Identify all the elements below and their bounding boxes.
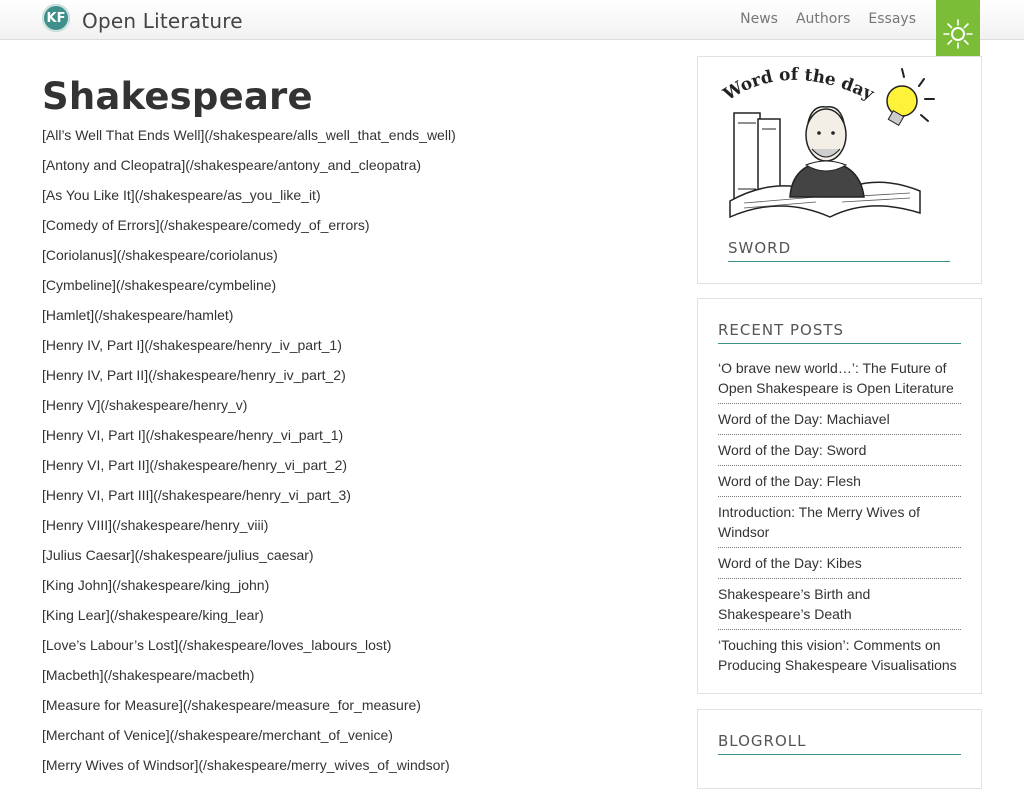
- nav-news[interactable]: News: [740, 11, 778, 27]
- top-bar: [0, 0, 1024, 40]
- main-nav: [740, 11, 916, 27]
- list-item[interactable]: [Henry IV, Part II](/shakespeare/henry_iv_part_2): [42, 367, 346, 383]
- list-item[interactable]: Introduction: The Merry Wives of Windsor: [718, 502, 961, 548]
- word-of-the-day-link[interactable]: SWORD: [728, 239, 950, 262]
- list-item[interactable]: [All’s Well That Ends Well](/shakespeare/alls_well_that_ends_well): [42, 127, 456, 143]
- list-item[interactable]: [Comedy of Errors](/shakespeare/comedy_of_errors): [42, 217, 370, 233]
- list-item[interactable]: [Henry V](/shakespeare/henry_v): [42, 397, 248, 413]
- nav-authors[interactable]: Authors: [795, 11, 851, 27]
- svg-text:Word of the day: [720, 65, 878, 106]
- list-item[interactable]: [Henry VI, Part II](/shakespeare/henry_vi_part_2): [42, 457, 348, 473]
- list-item[interactable]: ‘O brave new world…’: The Future of Open Shakespeare is Open Literature: [718, 358, 961, 404]
- list-item[interactable]: ‘Touching this vision’: Comments on Producing Shakespeare Visualisations: [718, 637, 957, 673]
- word-of-the-day-art-text: Word of the day: [720, 64, 877, 105]
- book-list: [42, 126, 662, 786]
- list-item[interactable]: [King John](/shakespeare/king_john): [42, 577, 270, 593]
- recent-posts-title: RECENT POSTS: [718, 321, 961, 344]
- list-item[interactable]: [Antony and Cleopatra](/shakespeare/antony_and_cleopatra): [42, 157, 422, 173]
- recent-posts-widget: [697, 298, 982, 694]
- list-item[interactable]: [Henry VIII](/shakespeare/henry_viii): [42, 517, 269, 533]
- list-item[interactable]: [King Lear](/shakespeare/king_lear): [42, 607, 264, 623]
- list-item[interactable]: [Cymbeline](/shakespeare/cymbeline): [42, 277, 277, 293]
- main-content: [42, 76, 662, 786]
- list-item[interactable]: Word of the Day: Flesh: [718, 471, 961, 497]
- word-of-the-day-widget: [697, 56, 982, 284]
- shakespeare-illustration[interactable]: [720, 61, 944, 221]
- site-name[interactable]: Open Literature: [82, 9, 243, 33]
- list-item[interactable]: [Macbeth](/shakespeare/macbeth): [42, 667, 255, 683]
- list-item[interactable]: [Measure for Measure](/shakespeare/measure_for_measure): [42, 697, 421, 713]
- list-item[interactable]: [Henry IV, Part I](/shakespeare/henry_iv_part_1): [42, 337, 342, 353]
- site-logo[interactable]: KF: [42, 4, 70, 32]
- list-item[interactable]: Word of the Day: Sword: [718, 440, 961, 466]
- blogroll-title: BLOGROLL: [718, 732, 961, 755]
- list-item[interactable]: [Hamlet](/shakespeare/hamlet): [42, 307, 234, 323]
- list-item[interactable]: Word of the Day: Machiavel: [718, 409, 961, 435]
- blogroll-widget: [697, 709, 982, 789]
- list-item[interactable]: [Merchant of Venice](/shakespeare/merchant_of_venice): [42, 727, 393, 743]
- sun-icon: [942, 18, 974, 50]
- list-item[interactable]: [Henry VI, Part III](/shakespeare/henry_vi_part_3): [42, 487, 351, 503]
- page-title: Shakespeare: [42, 75, 313, 118]
- list-item[interactable]: [Love’s Labour’s Lost](/shakespeare/loves_labours_lost): [42, 637, 392, 653]
- nav-essays[interactable]: Essays: [868, 11, 916, 27]
- list-item[interactable]: Word of the Day: Kibes: [718, 553, 961, 579]
- list-item[interactable]: [Henry VI, Part I](/shakespeare/henry_vi_part_1): [42, 427, 344, 443]
- list-item[interactable]: Shakespeare’s Birth and Shakespeare’s Death: [718, 584, 961, 630]
- recent-posts-list: [718, 358, 961, 680]
- list-item[interactable]: [As You Like It](/shakespeare/as_you_like_it): [42, 187, 321, 203]
- list-item[interactable]: [Merry Wives of Windsor](/shakespeare/merry_wives_of_windsor): [42, 757, 450, 773]
- list-item[interactable]: [Coriolanus](/shakespeare/coriolanus): [42, 247, 278, 263]
- list-item[interactable]: [Julius Caesar](/shakespeare/julius_caesar): [42, 547, 314, 563]
